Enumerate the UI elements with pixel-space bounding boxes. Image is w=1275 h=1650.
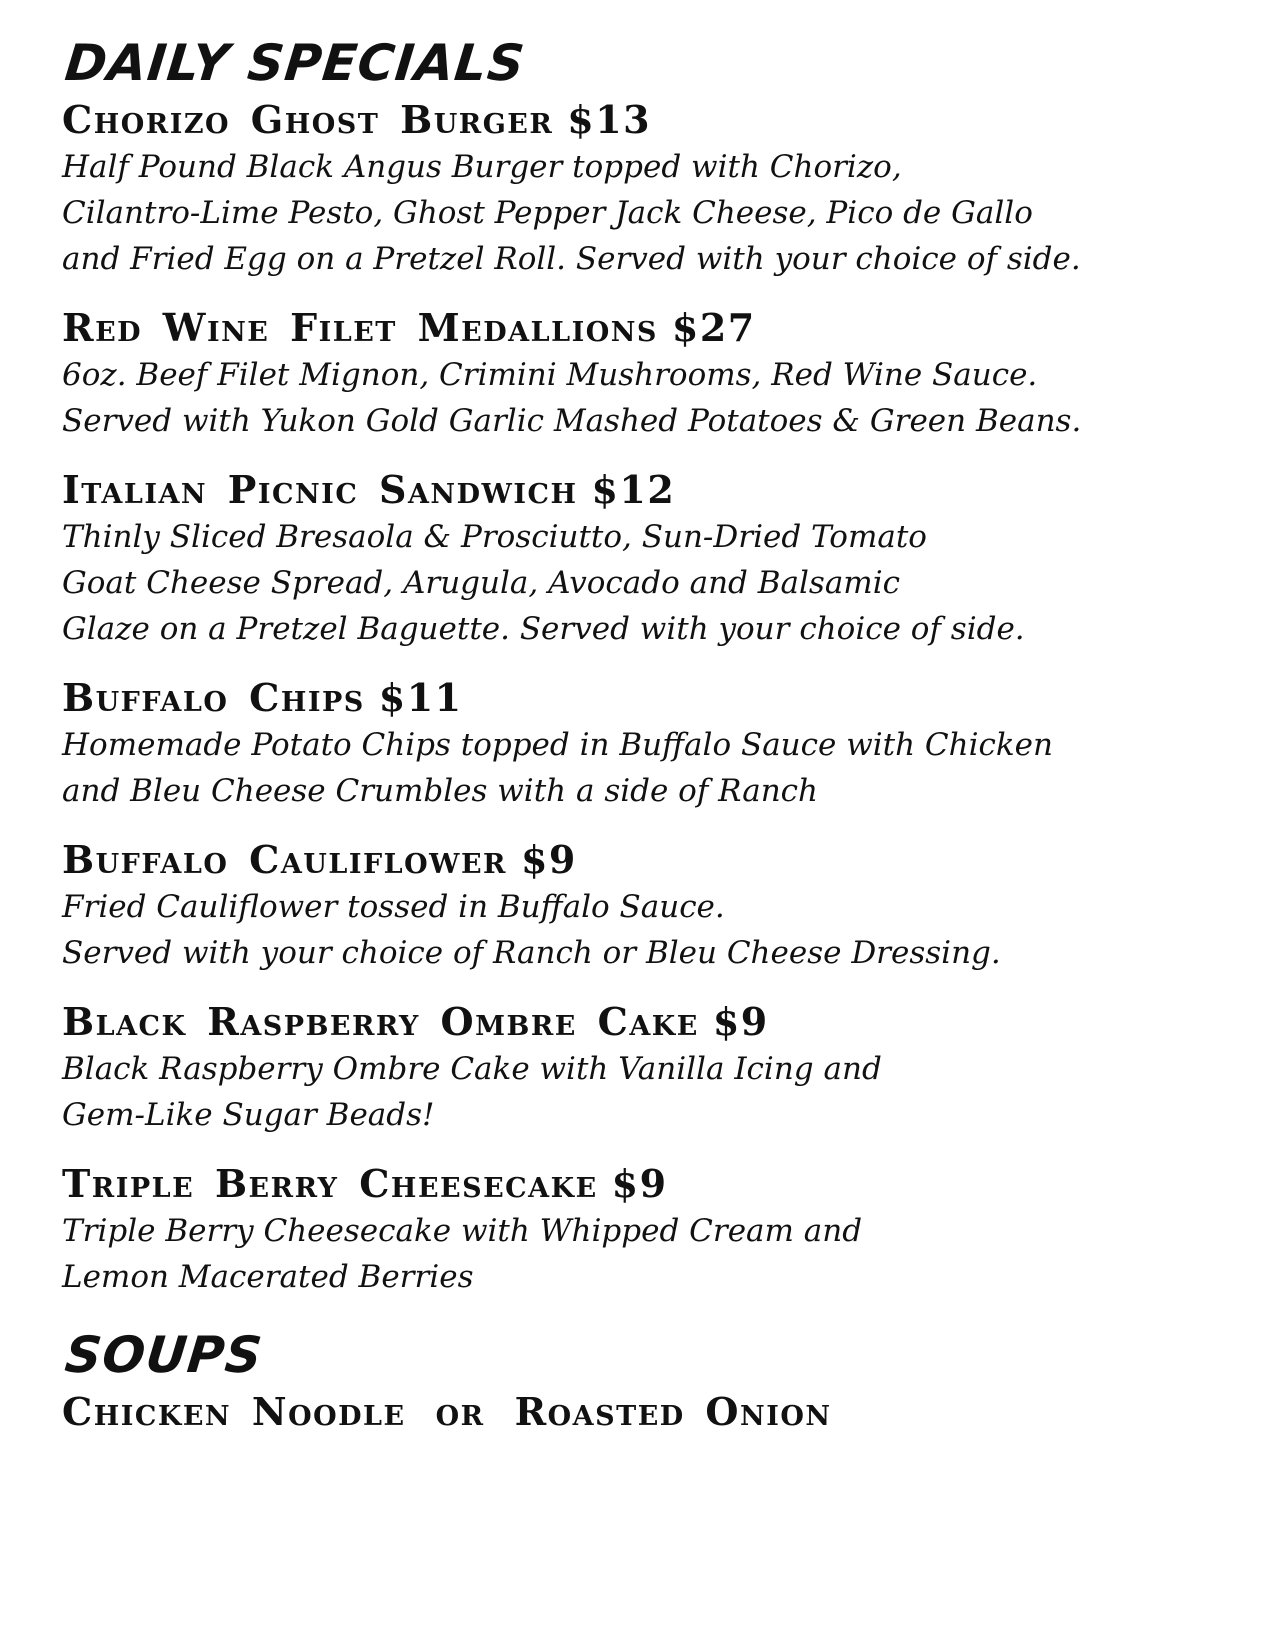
menu-item-description: Homemade Potato Chips topped in Buffalo Sauce with Chicken and Bleu Cheese Crumbles with a side of Ranch: [62, 727, 1053, 809]
menu-item: [62, 674, 1232, 814]
specials-list: [62, 96, 1232, 1300]
menu-item-description: Triple Berry Cheesecake with Whipped Cream and Lemon Macerated Berries: [62, 1213, 863, 1295]
menu-item-name: Italian Picnic Sandwich: [62, 467, 578, 512]
menu-item-price: $9: [520, 837, 577, 882]
menu-item-price: $27: [671, 305, 756, 350]
daily-specials-title: DAILY SPECIALS: [62, 34, 528, 92]
menu-item-header: [62, 674, 1232, 722]
menu-item-price: $12: [591, 467, 676, 512]
menu-item-header: [62, 836, 1232, 884]
menu-item-name: Chorizo Ghost Burger: [62, 97, 554, 142]
menu-item-name: Buffalo Cauliflower: [62, 837, 507, 882]
menu-item-name: Red Wine Filet Medallions: [62, 305, 658, 350]
soup-option: Chicken Noodle: [62, 1389, 406, 1434]
menu-item-description: 6oz. Beef Filet Mignon, Crimini Mushrooms, Red Wine Sauce. Served with Yukon Gold Garlic Mashed Potatoes & Green Beans.: [62, 357, 1082, 439]
menu-item-header: [62, 96, 1232, 144]
menu-item-header: [62, 466, 1232, 514]
menu-item: [62, 998, 1232, 1138]
menu-item-description: Black Raspberry Ombre Cake with Vanilla Icing and Gem-Like Sugar Beads!: [62, 1051, 882, 1133]
menu-item-name: Black Raspberry Ombre Cake: [62, 999, 699, 1044]
menu-item-description: Thinly Sliced Bresaola & Prosciutto, Sun-Dried Tomato Goat Cheese Spread, Arugula, Avocado and Balsamic Glaze on a Pretzel Baguette. Served with your choice of side.: [62, 519, 1025, 647]
menu-item: [62, 1160, 1232, 1300]
menu-item-name: Buffalo Chips: [62, 675, 365, 720]
menu-item: [62, 96, 1232, 282]
menu-item-header: [62, 998, 1232, 1046]
menu-item-price: $9: [712, 999, 769, 1044]
menu-page: [62, 30, 1232, 1436]
menu-item-header: [62, 304, 1232, 352]
soups-separator: or: [435, 1389, 485, 1434]
menu-item-header: [62, 1160, 1232, 1208]
menu-item-name: Triple Berry Cheesecake: [62, 1161, 598, 1206]
soup-option: Roasted Onion: [514, 1389, 832, 1434]
menu-item-price: $11: [378, 675, 463, 720]
menu-item-price: $13: [567, 97, 652, 142]
menu-item: [62, 304, 1232, 444]
menu-item-description: Fried Cauliflower tossed in Buffalo Sauce. Served with your choice of Ranch or Bleu Cheese Dressing.: [62, 889, 1001, 971]
soups-line: [62, 1388, 1232, 1436]
menu-item-price: $9: [611, 1161, 668, 1206]
menu-item-description: Half Pound Black Angus Burger topped with Chorizo, Cilantro-Lime Pesto, Ghost Pepper Jack Cheese, Pico de Gallo and Fried Egg on a Pretzel Roll. Served with your choice of side.: [62, 149, 1081, 277]
soups-title: SOUPS: [62, 1326, 266, 1384]
menu-item: [62, 836, 1232, 976]
menu-item: [62, 466, 1232, 652]
